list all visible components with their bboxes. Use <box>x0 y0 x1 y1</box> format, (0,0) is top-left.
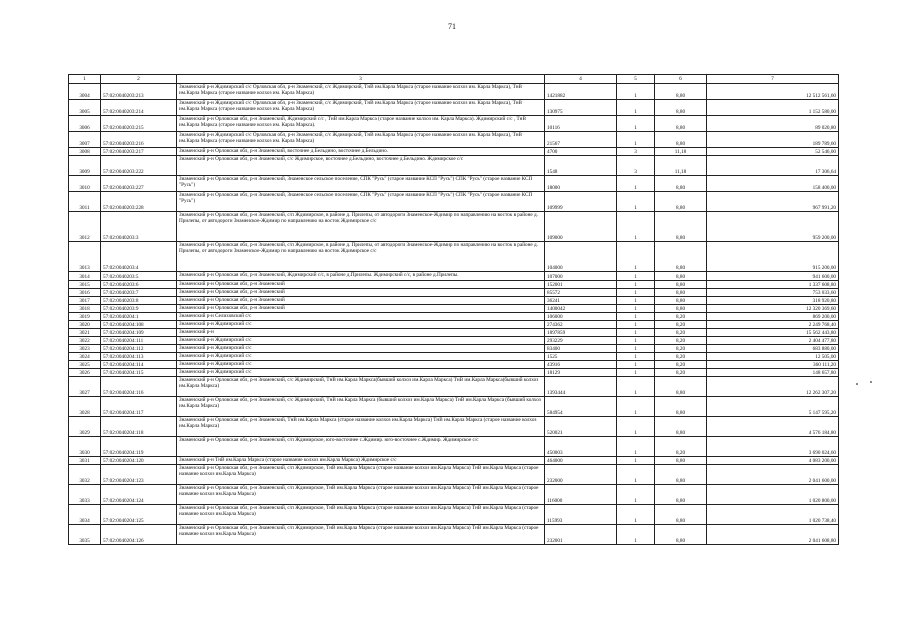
table-row <box>69 212 839 242</box>
table-row <box>69 289 839 297</box>
cadastral-value-cell: 967 991,20 <box>707 192 839 212</box>
rate-cell: 8,20 <box>655 353 707 361</box>
cadastral-number-cell: 57:02:0040203:8 <box>101 297 177 305</box>
table-row <box>69 116 839 132</box>
group-cell: 1 <box>617 297 655 305</box>
row-number-cell: 3013 <box>69 242 101 272</box>
address-cell: Знаменский р-н Орловская обл, р-н Знаменский, с/с Ждимирский, ТнВ им.Карла Маркса (бывший колхоз им.Карла Маркса) ТнВ им.Карла Маркса (бывший колхоз им.Карла Маркса) <box>177 397 545 417</box>
area-cell: 584954 <box>545 397 617 417</box>
table-row <box>69 281 839 289</box>
column-header: 1 <box>69 75 101 84</box>
cadastral-number-cell: 57:02:0040204:1 <box>101 313 177 321</box>
address-cell: Знаменский р-н Орловская обл, р-н Знаменский, Ждимирский с/с, в районе д.Прилепы. Ждимирский с/с, в районе д.Прилепы. <box>177 272 545 281</box>
cadastral-number-cell: 57:02:0040203:228 <box>101 192 177 212</box>
group-cell: 1 <box>617 176 655 192</box>
address-cell: Знаменский р-н Орловская обл, р-н Знаменский, ТнВ им.Карла Маркса (старое название колхоз им.Карла Маркса) ТнВ им.Карла Маркса (старое название колхоз им.Карла Маркса) <box>177 417 545 437</box>
row-number-cell: 3016 <box>69 289 101 297</box>
cadastral-number-cell: 57:02:0040204:125 <box>101 505 177 525</box>
rate-cell: 8,80 <box>655 212 707 242</box>
row-number-cell: 3027 <box>69 377 101 397</box>
cadastral-value-cell: 3 690 024,60 <box>707 437 839 457</box>
area-cell: 450003 <box>545 437 617 457</box>
cadastral-value-cell: 869 200,00 <box>707 313 839 321</box>
row-number-cell: 3026 <box>69 369 101 377</box>
cadastral-value-cell: 318 920,80 <box>707 297 839 305</box>
rate-cell: 8,20 <box>655 361 707 369</box>
group-cell: 1 <box>617 116 655 132</box>
area-cell: 152001 <box>545 281 617 289</box>
address-cell: Знаменский р-н Орловская обл, р-н Знаменский <box>177 305 545 313</box>
row-number-cell: 3022 <box>69 337 101 345</box>
group-cell: 1 <box>617 305 655 313</box>
cadastral-value-cell: 17 306,64 <box>707 156 839 176</box>
row-number-cell: 3018 <box>69 305 101 313</box>
cadastral-number-cell: 57:02:0040204:120 <box>101 457 177 465</box>
cadastral-value-cell: 753 033,60 <box>707 289 839 297</box>
area-cell: 36241 <box>545 297 617 305</box>
address-cell: Знаменский р-н Орловская обл, р-н Знаменский, с/п Ждимирское, ТнВ им.Карла Маркса (старое название колхоз им.Карла Маркса) ТнВ им.Карла Маркса (старое название колхоз им.Карла Маркса) <box>177 505 545 525</box>
rate-cell: 8,80 <box>655 176 707 192</box>
table-row <box>69 457 839 465</box>
table-row <box>69 100 839 116</box>
row-number-cell: 3008 <box>69 148 101 156</box>
area-cell: 115993 <box>545 505 617 525</box>
cadastral-number-cell: 57:02:0040203:217 <box>101 148 177 156</box>
area-cell: 116000 <box>545 485 617 505</box>
cadastral-value-cell: 2 249 768,40 <box>707 321 839 329</box>
group-cell: 1 <box>617 192 655 212</box>
rate-cell: 8,80 <box>655 272 707 281</box>
address-cell: Знаменский р-н Ждимирский с/с <box>177 361 545 369</box>
group-cell: 1 <box>617 242 655 272</box>
group-cell: 3 <box>617 156 655 176</box>
area-cell: 464000 <box>545 457 617 465</box>
address-cell: Знаменский р-н ТнВ им.Карла Маркса (старое название колхоз им.Карла Маркса) Ждимирское с/с <box>177 457 545 465</box>
address-cell: Знаменский р-н Орловская обл, р-н Знаменский, Знаменское сельское поселение, СПК "Русь" (старое название КСП "Русь") СПК "Русь" (старое название КСП "Русь") <box>177 176 545 192</box>
cadastral-number-cell: 57:02:0040203:5 <box>101 272 177 281</box>
address-cell: Знаменский р-н Орловская обл, р-н Знаменский, с/п Ждимирское, ТнВ им.Карла Маркса (старое название колхоз им.Карла Маркса) ТнВ им.Карла Маркса (старое название колхоз им.Карла Маркса) <box>177 465 545 485</box>
row-number-cell: 3021 <box>69 329 101 337</box>
address-cell: Знаменский р-н Орловская обл, р-н Знаменский <box>177 297 545 305</box>
group-cell: 1 <box>617 397 655 417</box>
cadastral-number-cell: 57:02:0040204:119 <box>101 437 177 457</box>
area-cell: 106000 <box>545 313 617 321</box>
group-cell: 1 <box>617 465 655 485</box>
land-plot-table <box>68 74 839 545</box>
table-row <box>69 132 839 148</box>
row-number-cell: 3033 <box>69 485 101 505</box>
page-number: 71 <box>448 22 456 31</box>
address-cell: Знаменский р-н Орловская обл, р-н Знаменский, с/с Ждимирский, ТнВ им.Карла Маркса(бывший колхоз им.Карла Маркса) ТнВ им.Карла Маркса(бывший колхоз им.Карла Маркса) <box>177 377 545 397</box>
row-number-cell: 3030 <box>69 437 101 457</box>
cadastral-value-cell: 12 320 369,60 <box>707 305 839 313</box>
area-cell: 109000 <box>545 212 617 242</box>
row-number-cell: 3007 <box>69 132 101 148</box>
row-number-cell: 3009 <box>69 156 101 176</box>
group-cell: 3 <box>617 148 655 156</box>
address-cell: Знаменский р-н Орловская обл, р-н Знаменский, Ждимирский с/с , ТнВ им.Карла Маркса (старое название колхоз им. Карла Маркса). Ждимирский с/с , ТнВ им.Карла Маркса (старое название колхоз им. Карла Маркса). <box>177 116 545 132</box>
area-cell: 21567 <box>545 132 617 148</box>
group-cell: 1 <box>617 212 655 242</box>
table-row <box>69 417 839 437</box>
rate-cell: 8,80 <box>655 377 707 397</box>
table-row <box>69 485 839 505</box>
column-header: 3 <box>177 75 545 84</box>
rate-cell: 8,80 <box>655 457 707 465</box>
group-cell: 1 <box>617 525 655 545</box>
row-number-cell: 3029 <box>69 417 101 437</box>
address-cell: Знаменский р-н Ждимирский с/с <box>177 321 545 329</box>
rate-cell: 8,20 <box>655 313 707 321</box>
address-cell: Знаменский р-н Орловская обл, р-н Знаменский, с/п Ждимирское, юго-восточнее с.Ждимир. юго-восточнее с.Ждимир. Ждимирское с/с <box>177 437 545 457</box>
group-cell: 1 <box>617 377 655 397</box>
address-cell: Знаменский р-н Орловская обл, р-н Знаменский <box>177 281 545 289</box>
group-cell: 1 <box>617 100 655 116</box>
cadastral-number-cell: 57:02:0040203:3 <box>101 212 177 242</box>
row-number-cell: 3017 <box>69 297 101 305</box>
table-header-row <box>69 75 839 84</box>
group-cell: 1 <box>617 485 655 505</box>
cadastral-value-cell: 52 546,00 <box>707 148 839 156</box>
rate-cell: 8,80 <box>655 192 707 212</box>
rate-cell: 8,20 <box>655 369 707 377</box>
row-number-cell: 3012 <box>69 212 101 242</box>
address-cell: Знаменский р-н Ждимирский с/с <box>177 369 545 377</box>
area-cell: 1400042 <box>545 305 617 313</box>
table-row <box>69 345 839 353</box>
rate-cell: 8,80 <box>655 305 707 313</box>
area-cell: 10116 <box>545 116 617 132</box>
row-number-cell: 3004 <box>69 84 101 100</box>
rate-cell: 8,20 <box>655 437 707 457</box>
group-cell: 1 <box>617 417 655 437</box>
area-cell: 4700 <box>545 148 617 156</box>
area-cell: 107000 <box>545 272 617 281</box>
address-cell: Знаменский р-н Ждимирский с/с Орловская обл, р-н Знаменский, с/с Ждимирский, ТнВ им.Карла Маркса (старое название колхоз им. Карла Маркса), ТнВ им.Карла Маркса (старое название колхоз им. Карла Маркса) <box>177 100 545 116</box>
cadastral-value-cell: 12 505,00 <box>707 353 839 361</box>
cadastral-number-cell: 57:02:0040204:115 <box>101 369 177 377</box>
cadastral-number-cell: 57:02:0040204:113 <box>101 353 177 361</box>
row-number-cell: 3019 <box>69 313 101 321</box>
cadastral-value-cell: 1 337 608,80 <box>707 281 839 289</box>
area-cell: 1421882 <box>545 84 617 100</box>
scan-speck <box>870 381 872 383</box>
address-cell: Знаменский р-н Орловская обл, р-н Знаменский, с/п Ждимирское, в районе д. Прилепы, от автодороги Знаменское-Ждимир по направлению на восток в районе д. Прилепы, от автодороги Знаменское-Ждимир по направлению на восток Ждимирское с/с <box>177 212 545 242</box>
column-header: 2 <box>101 75 177 84</box>
rate-cell: 11,18 <box>655 156 707 176</box>
address-cell: Знаменский р-н Орловская обл, р-н Знаменский <box>177 289 545 297</box>
address-cell: Знаменский р-н Орловская обл, р-н Знаменский, с/п Ждимирское, ТнВ им.Карла Маркса (старое название колхоз им.Карла Маркса) ТнВ им.Карла Маркса (старое название колхоз им.Карла Маркса) <box>177 485 545 505</box>
row-number-cell: 3035 <box>69 525 101 545</box>
address-cell: Знаменский р-н Ждимирский с/с <box>177 345 545 353</box>
rate-cell: 8,80 <box>655 242 707 272</box>
cadastral-value-cell: 158 400,00 <box>707 176 839 192</box>
column-header: 7 <box>707 75 839 84</box>
rate-cell: 8,80 <box>655 465 707 485</box>
table-row <box>69 361 839 369</box>
cadastral-value-cell: 2 404 477,80 <box>707 337 839 345</box>
row-number-cell: 3020 <box>69 321 101 329</box>
area-cell: 109999 <box>545 192 617 212</box>
table-row <box>69 305 839 313</box>
table-row <box>69 353 839 361</box>
row-number-cell: 3005 <box>69 100 101 116</box>
area-cell: 1393444 <box>545 377 617 397</box>
table-row <box>69 525 839 545</box>
group-cell: 1 <box>617 369 655 377</box>
cadastral-value-cell: 12 262 307,20 <box>707 377 839 397</box>
table-row <box>69 84 839 100</box>
rate-cell: 8,80 <box>655 116 707 132</box>
cadastral-value-cell: 5 147 595,20 <box>707 397 839 417</box>
group-cell: 1 <box>617 321 655 329</box>
rate-cell: 8,80 <box>655 297 707 305</box>
row-number-cell: 3032 <box>69 465 101 485</box>
rate-cell: 8,80 <box>655 417 707 437</box>
table-row <box>69 437 839 457</box>
address-cell: Знаменский р-н Орловская обл, р-н Знаменский, Знаменское сельское поселение, СПК "Русь" (старое название КСП "Русь") СПК "Русь" (старое название КСП "Русь") <box>177 192 545 212</box>
group-cell: 1 <box>617 84 655 100</box>
rate-cell: 8,80 <box>655 84 707 100</box>
table-row <box>69 465 839 485</box>
column-header: 4 <box>545 75 617 84</box>
cadastral-number-cell: 57:02:0040203:213 <box>101 84 177 100</box>
group-cell: 1 <box>617 289 655 297</box>
rate-cell: 11,18 <box>655 148 707 156</box>
table-row <box>69 505 839 525</box>
address-cell: Знаменский р-н Орловская обл, р-н Знаменский, с/с Ждимирское, восточнее д.Бельдино, восточнее д.Бельдино. Ждимирское с/с <box>177 156 545 176</box>
scan-speck <box>856 383 858 385</box>
cadastral-number-cell: 57:02:0040204:111 <box>101 337 177 345</box>
group-cell: 1 <box>617 505 655 525</box>
cadastral-value-cell: 2 041 600,00 <box>707 465 839 485</box>
row-number-cell: 3023 <box>69 345 101 353</box>
address-cell: Знаменский р-н Ждимирский с/с <box>177 353 545 361</box>
cadastral-number-cell: 57:02:0040204:118 <box>101 417 177 437</box>
cadastral-number-cell: 57:02:0040204:114 <box>101 361 177 369</box>
area-cell: 293229 <box>545 337 617 345</box>
area-cell: 232000 <box>545 465 617 485</box>
area-cell: 130975 <box>545 100 617 116</box>
cadastral-value-cell: 683 880,00 <box>707 345 839 353</box>
rate-cell: 8,80 <box>655 397 707 417</box>
address-cell: Знаменский р-н Орловская обл, р-н Знаменский, с/п Ждимирское, в районе д. Прилепы, от автодороги Знаменское-Ждимир по направлению на восток в районе д. Прилепы, от автодороги Знаменское-Ждимир по направлению на восток Ждимирское с/с <box>177 242 545 272</box>
cadastral-value-cell: 89 020,80 <box>707 116 839 132</box>
cadastral-number-cell: 57:02:0040204:117 <box>101 397 177 417</box>
area-cell: 85572 <box>545 289 617 297</box>
row-number-cell: 3015 <box>69 281 101 289</box>
cadastral-number-cell: 57:02:0040203:9 <box>101 305 177 313</box>
cadastral-number-cell: 57:02:0040203:4 <box>101 242 177 272</box>
cadastral-number-cell: 57:02:0040203:215 <box>101 116 177 132</box>
cadastral-number-cell: 57:02:0040204:108 <box>101 321 177 329</box>
table-row <box>69 156 839 176</box>
table-row <box>69 321 839 329</box>
rate-cell: 8,20 <box>655 329 707 337</box>
group-cell: 1 <box>617 437 655 457</box>
address-cell: Знаменский р-н Орловская обл, р-н Знаменский, восточнее д.Бельдино, восточнее д.Бельдино. <box>177 148 545 156</box>
row-number-cell: 3006 <box>69 116 101 132</box>
address-cell: Знаменский р-н Орловская обл, р-н Знаменский, с/п Ждимирское, ТнВ им.Карла Маркса (старое название колхоз им.Карла Маркса) ТнВ им.Карла Маркса (старое название колхоз им.Карла Маркса) <box>177 525 545 545</box>
area-cell: 104000 <box>545 242 617 272</box>
row-number-cell: 3014 <box>69 272 101 281</box>
cadastral-value-cell: 1 152 580,00 <box>707 100 839 116</box>
area-cell: 83400 <box>545 345 617 353</box>
cadastral-value-cell: 941 600,00 <box>707 272 839 281</box>
row-number-cell: 3031 <box>69 457 101 465</box>
area-cell: 232001 <box>545 525 617 545</box>
area-cell: 520021 <box>545 417 617 437</box>
table-row <box>69 176 839 192</box>
rate-cell: 8,80 <box>655 289 707 297</box>
cadastral-number-cell: 57:02:0040203:7 <box>101 289 177 297</box>
group-cell: 1 <box>617 132 655 148</box>
cadastral-number-cell: 57:02:0040204:123 <box>101 465 177 485</box>
address-cell: Знаменский р-н Ждимирский с/с Орловская обл, р-н Знаменский, с/с Ждимирский, ТнВ им.Карла Маркса (старое название колхоз им. Карла Маркса), ТнВ им.Карла Маркса (старое название колхоз им. Карла Маркса) <box>177 132 545 148</box>
address-cell: Знаменский р-н Ждимирский с/с <box>177 337 545 345</box>
row-number-cell: 3028 <box>69 397 101 417</box>
table-row <box>69 369 839 377</box>
area-cell: 1525 <box>545 353 617 361</box>
rate-cell: 8,80 <box>655 281 707 289</box>
cadastral-number-cell: 57:02:0040203:214 <box>101 100 177 116</box>
column-header: 6 <box>655 75 707 84</box>
area-cell: 1548 <box>545 156 617 176</box>
area-cell: 18129 <box>545 369 617 377</box>
table-row <box>69 377 839 397</box>
cadastral-value-cell: 1 020 738,40 <box>707 505 839 525</box>
cadastral-number-cell: 57:02:0040204:116 <box>101 377 177 397</box>
row-number-cell: 3010 <box>69 176 101 192</box>
row-number-cell: 3025 <box>69 361 101 369</box>
cadastral-value-cell: 360 111,20 <box>707 361 839 369</box>
cadastral-number-cell: 57:02:0040203:222 <box>101 156 177 176</box>
cadastral-value-cell: 148 657,80 <box>707 369 839 377</box>
cadastral-number-cell: 57:02:0040204:109 <box>101 329 177 337</box>
rate-cell: 8,20 <box>655 345 707 353</box>
area-cell: 1897859 <box>545 329 617 337</box>
table-row <box>69 397 839 417</box>
row-number-cell: 3011 <box>69 192 101 212</box>
cadastral-number-cell: 57:02:0040204:126 <box>101 525 177 545</box>
table-row <box>69 337 839 345</box>
cadastral-value-cell: 959 200,00 <box>707 212 839 242</box>
table-row <box>69 297 839 305</box>
cadastral-number-cell: 57:02:0040203:6 <box>101 281 177 289</box>
cadastral-value-cell: 4 576 184,80 <box>707 417 839 437</box>
area-cell: 18000 <box>545 176 617 192</box>
cadastral-value-cell: 12 512 561,60 <box>707 84 839 100</box>
group-cell: 1 <box>617 337 655 345</box>
cadastral-value-cell: 4 083 200,00 <box>707 457 839 465</box>
rate-cell: 8,20 <box>655 337 707 345</box>
group-cell: 1 <box>617 353 655 361</box>
group-cell: 1 <box>617 313 655 321</box>
rate-cell: 8,80 <box>655 132 707 148</box>
address-cell: Знаменский р-н Ждимирский с/с Орловская обл, р-н Знаменский, с/с Ждимирский, ТнВ им.Карла Маркса (старое название колхоз им. Карла Маркса), ТнВ им.Карла Маркса (старое название колхоз им. Карла Маркса) <box>177 84 545 100</box>
cadastral-number-cell: 57:02:0040204:112 <box>101 345 177 353</box>
column-header: 5 <box>617 75 655 84</box>
cadastral-number-cell: 57:02:0040204:124 <box>101 485 177 505</box>
cadastral-value-cell: 2 041 608,80 <box>707 525 839 545</box>
group-cell: 1 <box>617 329 655 337</box>
table-row <box>69 192 839 212</box>
cadastral-number-cell: 57:02:0040203:227 <box>101 176 177 192</box>
address-cell: Знаменский р-н Селиховский с/с <box>177 313 545 321</box>
rate-cell: 8,80 <box>655 505 707 525</box>
group-cell: 1 <box>617 361 655 369</box>
group-cell: 1 <box>617 345 655 353</box>
cadastral-value-cell: 15 562 443,80 <box>707 329 839 337</box>
table-row <box>69 329 839 337</box>
group-cell: 1 <box>617 281 655 289</box>
area-cell: 274362 <box>545 321 617 329</box>
rate-cell: 8,80 <box>655 485 707 505</box>
rate-cell: 8,80 <box>655 525 707 545</box>
cadastral-number-cell: 57:02:0040203:216 <box>101 132 177 148</box>
cadastral-value-cell: 1 020 800,00 <box>707 485 839 505</box>
table-row <box>69 148 839 156</box>
group-cell: 1 <box>617 457 655 465</box>
rate-cell: 8,20 <box>655 321 707 329</box>
table-row <box>69 242 839 272</box>
group-cell: 1 <box>617 272 655 281</box>
address-cell: Знаменский р-н <box>177 329 545 337</box>
table-row <box>69 272 839 281</box>
row-number-cell: 3034 <box>69 505 101 525</box>
rate-cell: 8,80 <box>655 100 707 116</box>
table-row <box>69 313 839 321</box>
cadastral-value-cell: 189 789,60 <box>707 132 839 148</box>
cadastral-value-cell: 915 200,00 <box>707 242 839 272</box>
row-number-cell: 3024 <box>69 353 101 361</box>
area-cell: 43916 <box>545 361 617 369</box>
